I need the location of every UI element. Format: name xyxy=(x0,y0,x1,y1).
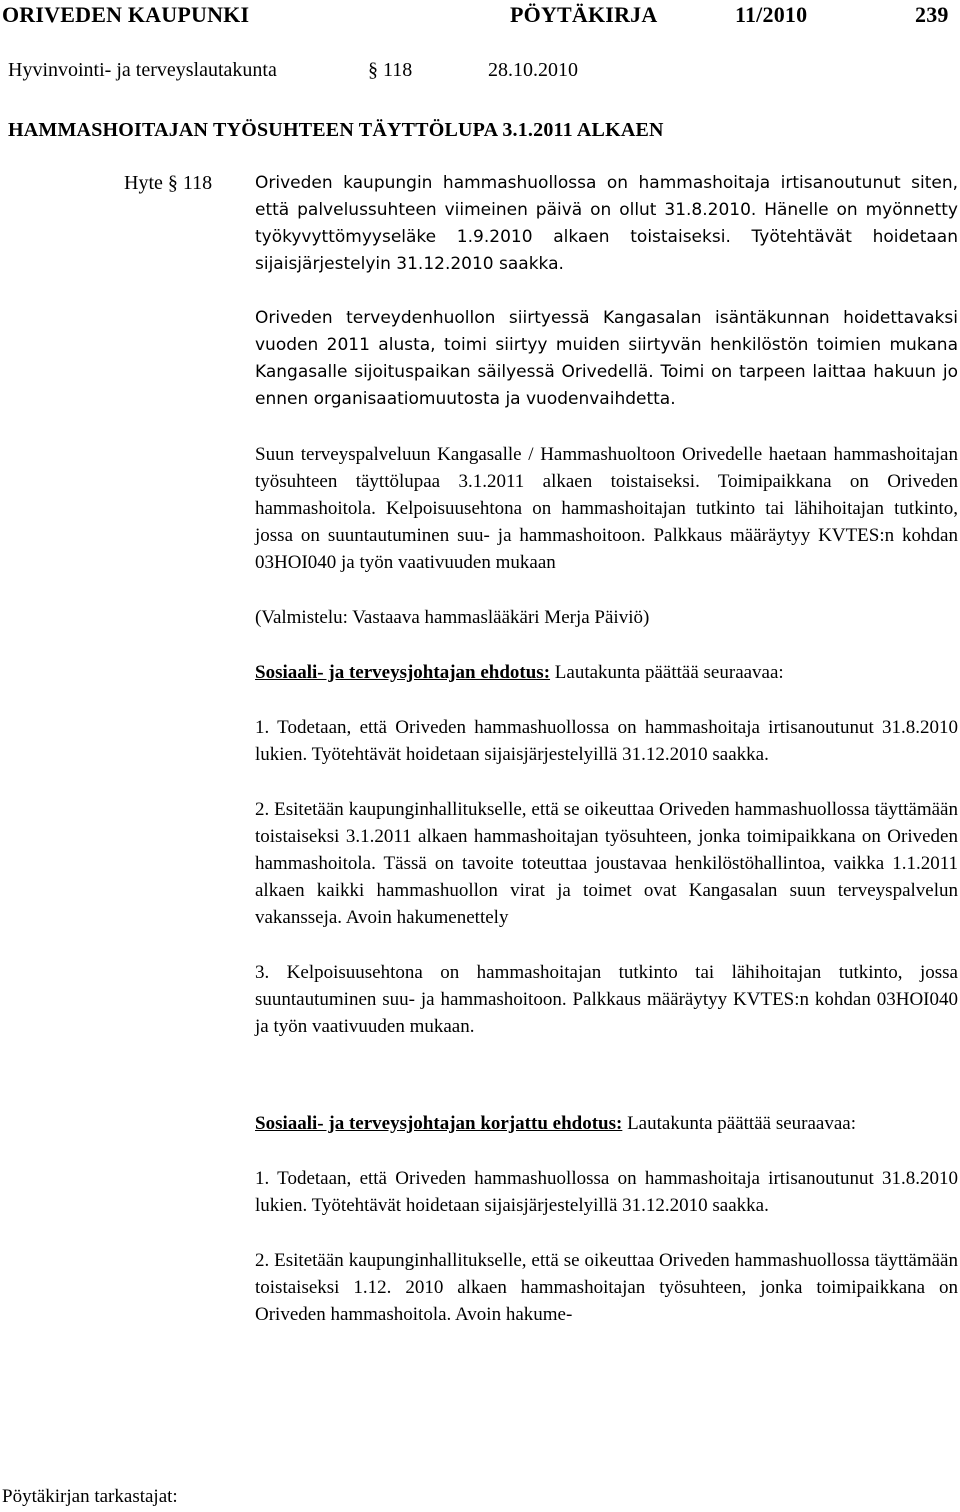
paragraph-organisation: Oriveden terveydenhuollon siirtyessä Kangasalan isäntäkunnan hoidettavaksi vuoden 2011 alusta, toimi siirtyy muiden siirtyvän henkilöstön toimien mukana Kangasalle sijoituspaikan säilyessä Orivedellä. Toimi on tarpeen laittaa hakuun jo ennen organisaatiomuutosta ja vuodenvaihdetta. xyxy=(255,308,958,409)
proposal-item: 2. Esitetään kaupunginhallitukselle, että se oikeuttaa Oriveden hammashuollossa täyttämään toistaiseksi 3.1.2011 alkaen hammashoitajan työsuhteen, jonka toimipaikkana on Oriveden hammashoitola. Tässä on tavoite toteuttaa joustavaa henkilöstöhallintoa, vaikka 1.1.2011 alkaen kaikki hammashuollon virat ja toimet ovat Kangasalan suun terveyspalvelun vakansseja. Avoin hakumenettely xyxy=(255,799,958,928)
paragraph-background: Oriveden kaupungin hammashuollossa on hammashoitaja irtisanoutunut siten, että palvelussuhteen viimeinen päivä on ollut 31.8.2010. Hänelle on myönnetty työkyvyttömyyseläke 1.9.2010 alkaen toistaiseksi. Työtehtävät hoidetaan sijaisjärjestelyin 31.12.2010 saakka. xyxy=(255,173,958,274)
board-name: Hyvinvointi- ja terveyslautakunta xyxy=(8,59,277,81)
document-subheader xyxy=(0,55,960,85)
proposal-item: 1. Todetaan, että Oriveden hammashuollossa on hammashoitaja irtisanoutunut 31.8.2010 lukien. Työtehtävät hoidetaan sijaisjärjestelyillä 31.12.2010 saakka. xyxy=(255,717,958,765)
corrected-proposal-item: 1. Todetaan, että Oriveden hammashuollossa on hammashoitaja irtisanoutunut 31.8.2010 lukien. Työtehtävät hoidetaan sijaisjärjestelyillä 31.12.2010 saakka. xyxy=(255,1168,958,1216)
document-header xyxy=(0,0,960,30)
section-margin-label: Hyte § 118 xyxy=(124,172,213,194)
proposal-heading-line xyxy=(255,659,958,686)
corrected-proposal-heading: Sosiaali- ja terveysjohtajan korjattu ehdotus: xyxy=(255,1113,623,1134)
corrected-proposal-intro: Lautakunta päättää seuraavaa: xyxy=(622,1113,856,1134)
meeting-date: 28.10.2010 xyxy=(488,59,578,81)
minutes-checkers-label: Pöytäkirjan tarkastajat: xyxy=(2,1486,178,1507)
page-number: 239 xyxy=(915,2,949,27)
proposal-heading: Sosiaali- ja terveysjohtajan ehdotus: xyxy=(255,662,551,683)
proposal-intro: Lautakunta päättää seuraavaa: xyxy=(550,662,784,683)
proposal-item: 3. Kelpoisuusehtona on hammashoitajan tutkinto tai lähihoitajan tutkinto, jossa suuntautuminen suu- ja hammashoitoon. Palkkaus määräytyy KVTES:n kohdan 03HOI040 ja työn vaativuuden mukaan. xyxy=(255,962,958,1037)
section-number: § 118 xyxy=(368,59,413,81)
document-type: PÖYTÄKIRJA xyxy=(510,2,658,27)
document-number: 11/2010 xyxy=(735,2,808,27)
paragraph-preparer: (Valmistelu: Vastaava hammaslääkäri Merja Päiviö) xyxy=(255,607,650,628)
corrected-proposal-item: 2. Esitetään kaupunginhallitukselle, että se oikeuttaa Oriveden hammashuollossa täyttämään toistaiseksi 1.12. 2010 alkaen hammashoitajan työsuhteen, jonka toimipaikkana on Oriveden hammashoitola. Avoin hakume- xyxy=(255,1250,958,1325)
corrected-proposal-heading-line xyxy=(255,1110,958,1137)
document-body xyxy=(255,170,958,1328)
paragraph-request: Suun terveyspalveluun Kangasalle / Hammashuoltoon Orivedelle haetaan hammashoitajan työsuhteen täyttölupaa 3.1.2011 alkaen toistaiseksi. Toimipaikkana on Oriveden hammashoitola. Kelpoisuusehtona on hammashoitajan tutkinto tai lähihoitajan tutkinto, jossa on suuntautuminen suu- ja hammashoitoon. Palkkaus määräytyy KVTES:n kohdan 03HOI040 ja työn vaativuuden mukaan xyxy=(255,444,958,573)
city-name: ORIVEDEN KAUPUNKI xyxy=(2,2,250,27)
document-title: HAMMASHOITAJAN TYÖSUHTEEN TÄYTTÖLUPA 3.1.2011 ALKAEN xyxy=(8,119,664,141)
